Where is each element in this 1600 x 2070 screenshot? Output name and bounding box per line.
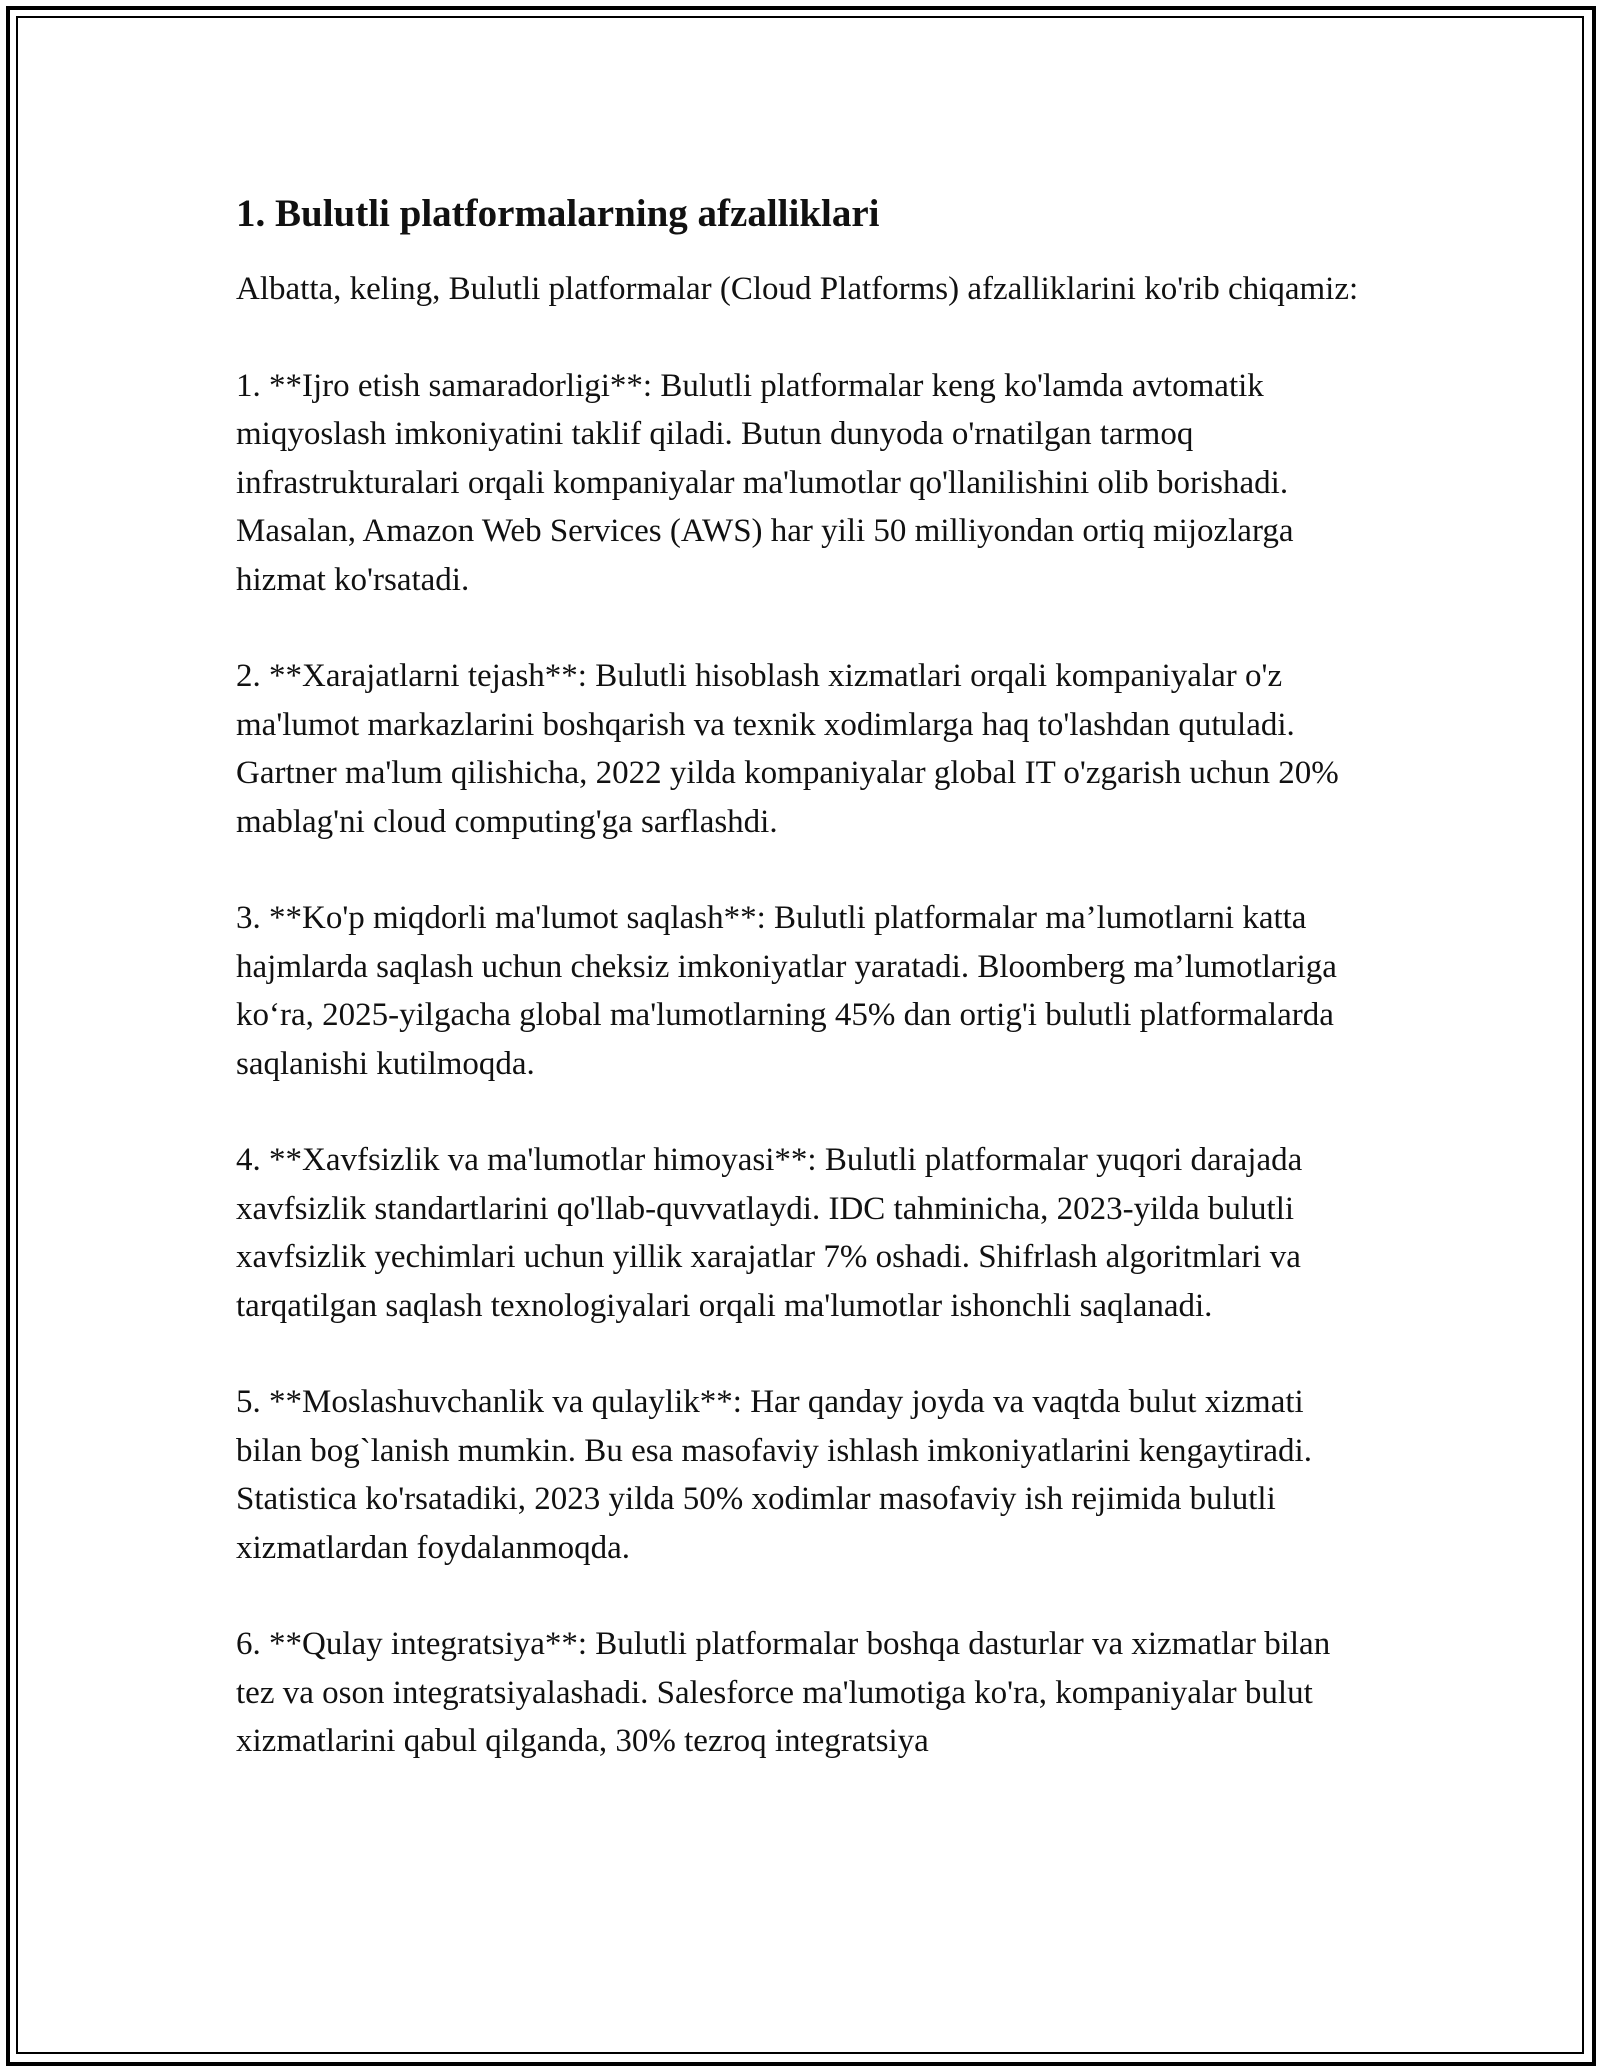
list-item-2: 2. **Xarajatlarni tejash**: Bulutli hisoblash xizmatlari orqali kompaniyalar o'z ma'lumot markazlarini boshqarish va texnik xodimlarga haq to'lashdan qutuladi. Gartner ma'lum qilishicha, 2022 yilda kompaniyalar global IT o'zgarish uchun 20% mablag'ni cloud computing'ga sarflashdi. <box>236 658 1339 840</box>
list-item-4: 4. **Xavfsizlik va ma'lumotlar himoyasi**: Bulutli platformalar yuqori darajada xavfsizlik standartlarini qo'llab-quvvatlaydi. IDC tahminicha, 2023-yilda bulutli xavfsizlik yechimlari uchun yillik xarajatlar 7% oshadi. Shifrlash algoritmlari va tarqatilgan saqlash texnologiyalari orqali ma'lumotlar ishonchli saqlanadi. <box>236 1142 1303 1324</box>
list-item-3: 3. **Ko'p miqdorli ma'lumot saqlash**: Bulutli platformalar ma’lumotlarni katta hajmlarda saqlash uchun cheksiz imkoniyatlar yaratadi. Bloomberg ma’lumotlariga ko‘ra, 2025-yilgacha global ma'lumotlarning 45% dan ortig'i bulutli platformalarda saqlanishi kutilmoqda. <box>236 900 1337 1082</box>
list-item-6: 6. **Qulay integratsiya**: Bulutli platformalar boshqa dasturlar va xizmatlar bilan tez va oson integratsiyalashadi. Salesforce ma'lumotiga ko'ra, kompaniyalar bulut xizmatlarini qabul qilganda, 30% tezroq integratsiya <box>236 1626 1331 1759</box>
list-item-5: 5. **Moslashuvchanlik va qulaylik**: Har qanday joyda va vaqtda bulut xizmati bilan bog`lanish mumkin. Bu esa masofaviy ishlash imkoniyatlarini kengaytiradi. Statistica ko'rsatadiki, 2023 yilda 50% xodimlar masofaviy ish rejimida bulutli xizmatlardan foydalanmoqda. <box>236 1384 1312 1566</box>
intro-paragraph: Albatta, keling, Bulutli platformalar (Cloud Platforms) afzalliklarini ko'rib chiqamiz: <box>236 271 1359 307</box>
document-body <box>236 185 1376 1814</box>
list-item-1: 1. **Ijro etish samaradorligi**: Bulutli platformalar keng ko'lamda avtomatik miqyoslash imkoniyatini taklif qiladi. Butun dunyoda o'rnatilgan tarmoq infrastrukturalari orqali kompaniyalar ma'lumotlar qo'llanilishini olib borishadi. Masalan, Amazon Web Services (AWS) har yili 50 milliyondan ortiq mijozlarga hizmat ko'rsatadi. <box>236 367 1294 598</box>
section-heading: 1. Bulutli platformalarning afzalliklari <box>236 192 880 235</box>
